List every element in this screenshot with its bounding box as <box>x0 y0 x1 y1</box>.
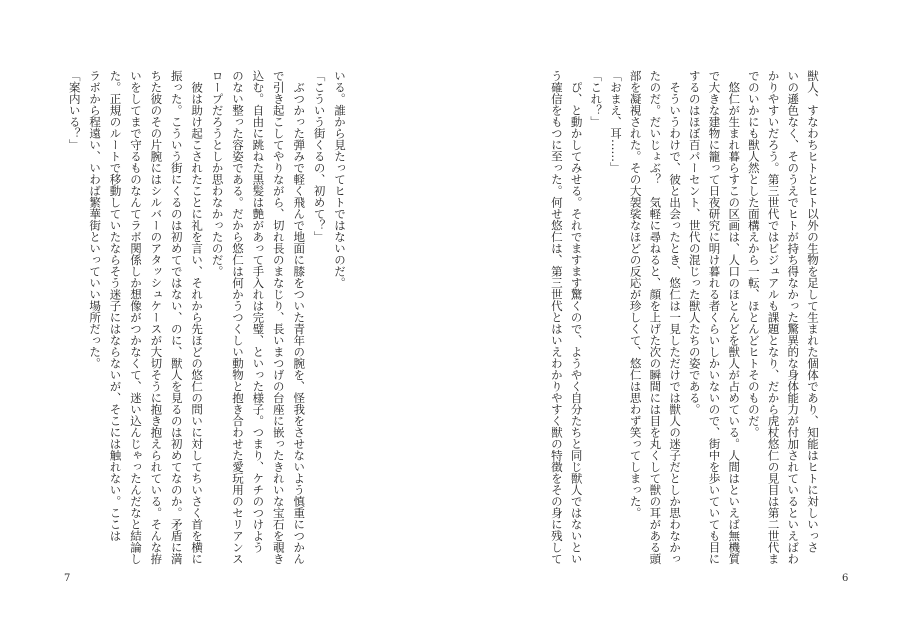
text-line: 「これ？」 <box>589 70 604 128</box>
text-line: 部を凝視された。その大袈裟なほどの反応が珍しくて、悠仁は思わず笑ってしまった。 <box>628 70 643 519</box>
text-line: 「案内いる？」 <box>67 70 82 151</box>
left-page-text <box>64 70 350 565</box>
right-page <box>450 0 900 624</box>
text-line: た。正規のルートで移動していたならそう迷子にはならないが、そこには触れない。ここは <box>108 70 123 542</box>
text-line: 振った。こういう街にくるのは初めてではない、のに、獣人を見るのは初めてなのか。矛盾に満 <box>169 70 184 565</box>
text-line: 彼は助け起こされたことに礼を言い、それから先ほどの悠仁の問いに対してちいさく首を横に <box>190 70 205 565</box>
text-line: ロープだろうとしか思わなかったのだ。 <box>210 70 225 277</box>
text-line: でのいかにも獣人然とした面構えから一転、ほとんどヒトそのものだ。 <box>746 70 761 438</box>
text-line: 「こういう街くるの、初めて？」 <box>312 70 327 243</box>
page-number: 6 <box>842 573 849 584</box>
text-line: いる。誰から見たってヒトではないのだ。 <box>333 70 347 289</box>
text-line: 「おまえ、耳……」 <box>608 70 623 174</box>
text-line: 悠仁が生まれ暮らすこの区画は、人口のほとんどを獣人が占めている。人間はといえば無機質 <box>727 70 742 565</box>
text-line: で引き起こしてやりながら、切れ長のまなじり、長いまつげの台座に嵌ったきれいな宝石を覗き <box>271 70 286 565</box>
text-line: いの遜色なく、そのうえでヒトが持ち得なかった驚異的な身体能力が付加されているといえばわ <box>786 70 801 565</box>
text-line: かりやすいだろう。第三世代ではビジュアルも課題となり、だから虎杖悠仁の見目は第二世代ま <box>766 70 781 565</box>
text-line: するのはほぼ百パーセント、世代の混じった獣人たちの姿である。 <box>687 70 702 415</box>
right-page-text <box>546 70 822 565</box>
text-line: そういうわけで、彼と出会ったとき、悠仁は一見しただけでは獣人の迷子だとしか思わなかっ <box>668 70 683 565</box>
text-line: 獣人、すなわちヒトとヒト以外の生物を足して生まれた個体であり、知能はヒトに対しいっさ <box>806 70 820 553</box>
text-line: 込む。自由に跳ねた黒髪は艶があって手入れは完璧、といった様子。つまり、ケチのつけよう <box>251 70 266 553</box>
text-line: ちた彼のその片腕にはシルバーのアタッシュケースが大切そうに抱き抱えられている。そんな拵 <box>149 70 164 565</box>
text-line: たのだ。だいじょぶ？ 気軽に尋ねると、顔を上げた次の瞬間には目を丸くして獣の耳がある頭 <box>648 70 663 565</box>
text-line: う確信をもつに至った。何せ悠仁は、第三世代とはいえわかりやすく獣の特徴をその身に残して <box>549 70 564 565</box>
text-line: のない整った容姿である。だから悠仁は何かうつくしい動物と抱き合わせた愛玩用のセリアンス <box>230 70 245 565</box>
text-line: いをしてまで守るものなんてラボ関係しか想像がつかなくて、迷い込んじゃったんだなと結論し <box>128 70 143 565</box>
page-number: 7 <box>64 573 71 584</box>
text-line: ぶつかった弾みで軽く飛んで地面に膝をついた青年の腕を、怪我をさせないよう慎重につかん <box>292 70 307 565</box>
text-line: ラボから程遠い、いわば繁華街といっていい場所だった。 <box>88 70 103 369</box>
text-line: で大きな建物に籠って日夜研究に明け暮れる者くらいしかいないので、街中を歩いていても目に <box>707 70 722 565</box>
text-line: ぴ、と動かしてみせる。それでますます驚くので、ようやく自分たちと同じ獣人ではないとい <box>569 70 584 565</box>
